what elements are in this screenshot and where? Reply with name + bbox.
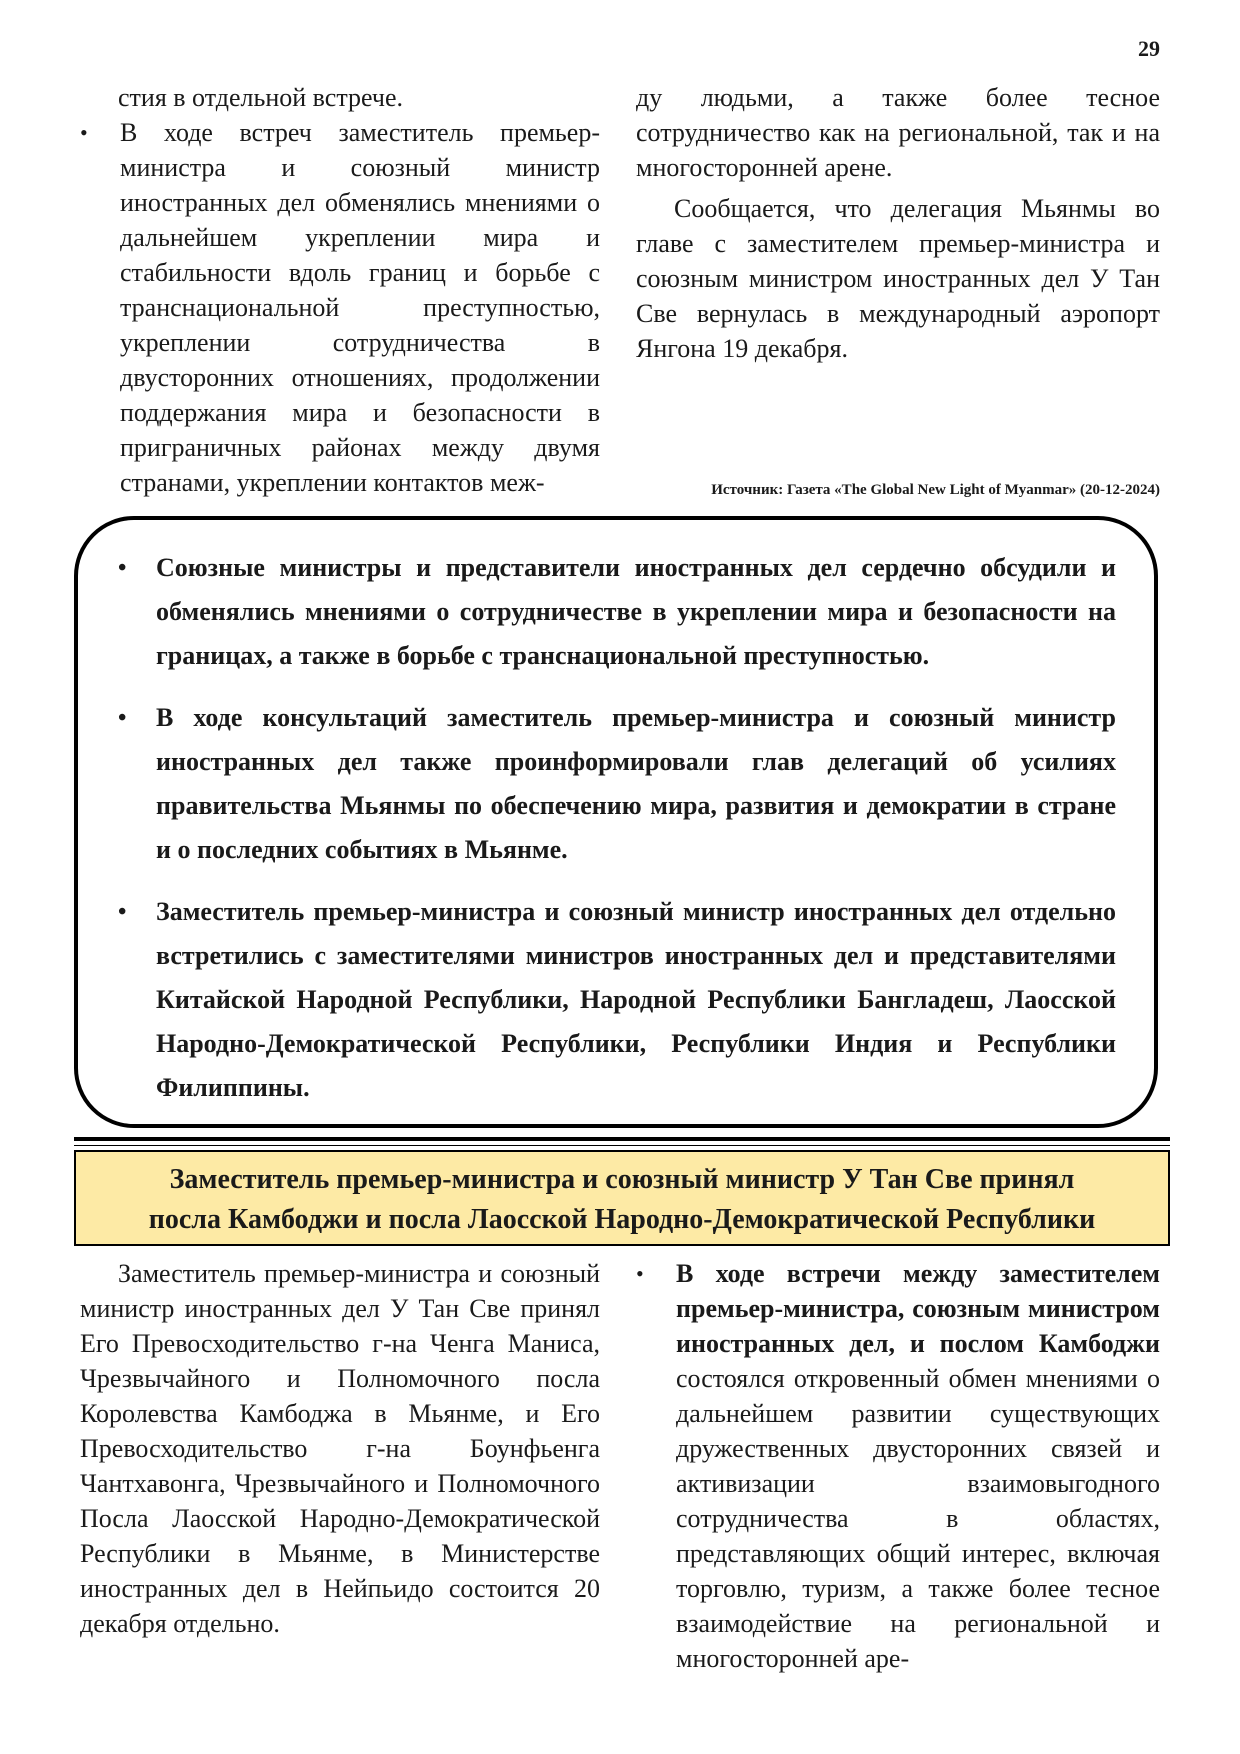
continuation-text: стия в отдельной встрече. xyxy=(118,83,404,112)
summary-box xyxy=(74,516,1158,1128)
top-left-column xyxy=(80,80,600,500)
list-item: • В ходе встреч заместитель премьер-министра и союзный министр иностранных дел обменялись мнениями о дальнейшем укреплении мира и стабильности вдоль границ и борьбе с транснациональной преступностью, укреплении сотрудничества в двусторонних отношениях, продолжении поддержания мира и безопасности в приграничных районах между двумя странами, укреплении контактов меж- xyxy=(80,115,600,500)
bullet-list xyxy=(636,1256,1160,1676)
divider xyxy=(74,1137,1170,1141)
bottom-left-column xyxy=(80,1256,600,1641)
bottom-right-column xyxy=(636,1256,1160,1676)
bullet-list xyxy=(80,115,600,500)
summary-list xyxy=(114,546,1116,1110)
body-paragraph: Заместитель премьер-министра и союзный министр иностранных дел У Тан Све принял Его Превосходительство г-на Ченга Маниса, Чрезвычайного и Полномочного посла Королевства Камбоджа в Мьянме, и Его Превосходительство г-на Боунфьенга Чантхавонга, Чрезвычайного и Полномочного Посла Лаосской Народно-Демократической Республики в Мьянме, в Министерстве иностранных дел в Нейпьидо состоится 20 декабря отдельно. xyxy=(80,1259,600,1638)
list-item xyxy=(636,1256,1160,1676)
continuation-text: ду людьми, а также более тесное сотрудничество как на региональной, так и на многосторонней арене. xyxy=(636,83,1160,182)
body-paragraph: Сообщается, что делегация Мьянмы во главе с заместителем премьер-министра и союзным министром иностранных дел У Тан Све вернулась в международный аэропорт Янгона 19 декабря. xyxy=(636,194,1160,363)
headline-line: посла Камбоджи и посла Лаосской Народно-Демократической Республики xyxy=(148,1204,1096,1235)
summary-item: • Заместитель премьер-министра и союзный министр иностранных дел отдельно встретились с заместителями министров иностранных дел и представителями Китайской Народной Республики, Народной Республики Бангладеш, Лаосской Народно-Демократической Республики, Республики Индия и Республики Филиппины. xyxy=(114,890,1116,1110)
bullet-text: состоялся откровенный обмен мнениями о дальнейшем развитии существующих дружественных двусторонних связей и активизации взаимовыгодного сотрудничества в областях, представляющих общий интерес, включая торговлю, туризм, а также более тесное взаимодействие на региональной и многосторонней аре- xyxy=(676,1364,1160,1673)
source-citation: Источник: Газета «The Global New Light of Myanmar» (20-12-2024) xyxy=(711,482,1160,498)
summary-item: • Союзные министры и представители иностранных дел сердечно обсудили и обменялись мнениями о сотрудничестве в укреплении мира и безопасности на границах, а также в борьбе с транснациональной преступностью. xyxy=(114,546,1116,678)
summary-item: • В ходе консультаций заместитель премьер-министра и союзный министр иностранных дел также проинформировали глав делегаций об усилиях правительства Мьянмы по обеспечению мира, развития и демократии в стране и о последних событиях в Мьянме. xyxy=(114,696,1116,872)
top-right-column xyxy=(636,80,1160,366)
divider xyxy=(74,1145,1170,1146)
headline-line: Заместитель премьер-министра и союзный министр У Тан Све принял xyxy=(169,1164,1075,1195)
page-number: 29 xyxy=(1138,36,1160,61)
bold-lead: В ходе встречи между заместителем премьер-министра, союзным министром иностранных дел, и послом Камбоджи xyxy=(676,1259,1160,1358)
article-headline xyxy=(74,1150,1170,1246)
